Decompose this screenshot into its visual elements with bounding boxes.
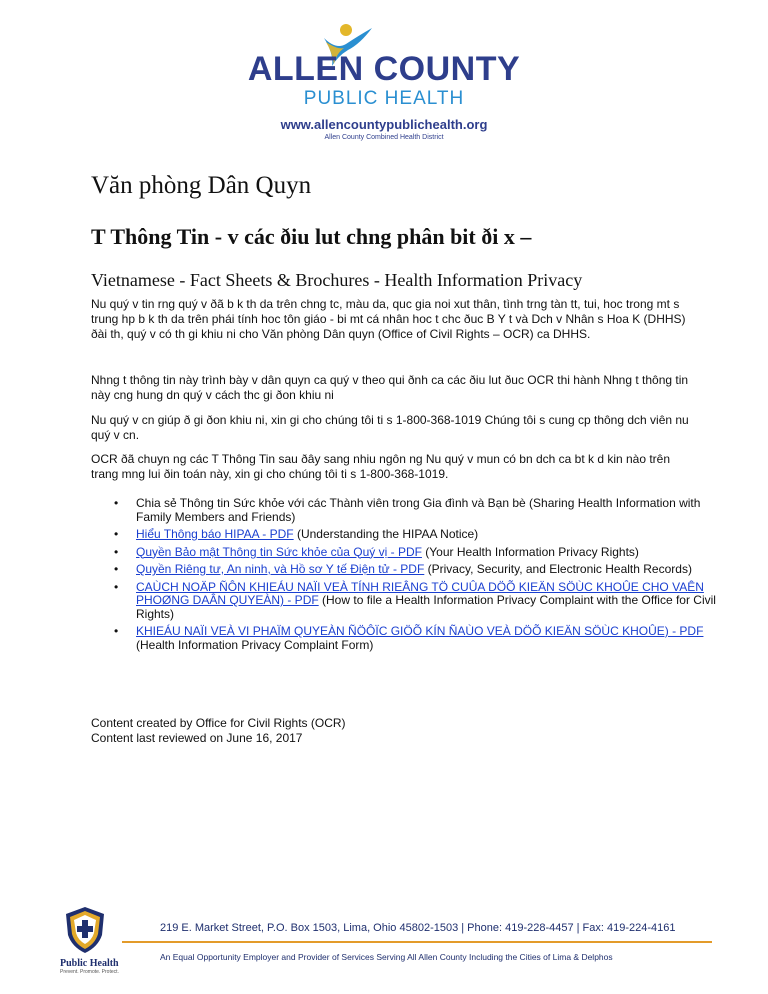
list-item: [136, 625, 736, 652]
credit-created: Content created by Office for Civil Rights (OCR): [91, 716, 346, 730]
paragraph: Nu quý v tin rng quý v ðã b k th da trên chng tc, màu da, quc gia noi xut thân, tình trng tàn tt, tui, hoc trong mt s trung hp b k th da trên phái tính hoc tôn giáo - bi mt cá nhân hoc t chc ðuc B Y t và Dch v Nhân s Hoa K (DHHS) ðài th, quý v có th gi khiu ni cho Văn phòng Dân quyn (Office of Civil Rights – OCR) ca DHHS.: [91, 297, 686, 341]
paragraph: Nu quý v cn giúp ð gi ðon khiu ni, xin gi cho chúng tôi ti s 1-800-368-1019 Chúng tôi s cung cp thông dch viên nu quý v cn.: [91, 413, 689, 442]
content-credit: [91, 716, 346, 746]
paragraph: Nhng t thông tin này trình bày v dân quyn ca quý v theo qui ðnh ca các ðiu lut ðuc OCR thi hành Nhng t thông tin này cng hung dn quý v cách thc gi ðon khiu ni: [91, 373, 689, 402]
list-item: [136, 581, 736, 622]
credit-reviewed: Content last reviewed on June 16, 2017: [91, 731, 303, 745]
footer-divider: [122, 941, 712, 943]
list-item: [136, 528, 736, 542]
item-text: (How to file a Health Information Privacy Complaint with the Office for Civil Rights): [136, 593, 716, 621]
logo-subtitle: PUBLIC HEALTH: [303, 88, 465, 109]
paragraph: OCR ðã chuyn ng các T Thông Tin sau ðây sang nhiu ngôn ng Nu quý v mun có bn dch ca bt k d kin nào trên trang mng lui ðin toán này, xin gi cho chúng tôi ti s 1-800-368-1019.: [91, 452, 671, 481]
item-text: (Health Information Privacy Complaint Form): [136, 637, 374, 652]
pdf-link[interactable]: Hiểu Thông báo HIPAA - PDF: [136, 527, 294, 541]
shield-logo-icon: [62, 905, 108, 955]
office-title: Văn phòng Dân Quyn: [91, 172, 312, 199]
pdf-link[interactable]: Quyền Riêng tư, An ninh, và Hồ sơ Y tế Điện tử - PDF: [136, 562, 425, 576]
list-item: [136, 563, 736, 577]
district-name: Allen County Combined Health District: [324, 134, 444, 141]
website-link[interactable]: www.allencountypublichealth.org: [280, 117, 488, 132]
footer-tagline: Prevent. Promote. Protect.: [60, 969, 119, 975]
footer-address: 219 E. Market Street, P.O. Box 1503, Lima, Ohio 45802-1503 | Phone: 419-228-4457 | Fax: 419-224-4161: [160, 922, 676, 934]
item-text: (Understanding the HIPAA Notice): [293, 527, 479, 541]
item-text: Chia sẻ Thông tin Sức khỏe với các Thành viên trong Gia đình và Bạn bè (Sharing Health Information with Family Members and Friends): [136, 496, 701, 524]
resource-list: [91, 497, 736, 656]
footer-brand: Public Health: [60, 958, 119, 969]
footer-eeo-statement: An Equal Opportunity Employer and Provider of Services Serving All Allen County Including the Cities of Lima & Delphos: [160, 952, 613, 962]
pdf-link[interactable]: Quyền Bảo mật Thông tin Sức khỏe của Quý vị - PDF: [136, 544, 422, 559]
list-item: [136, 546, 736, 560]
item-text: (Privacy, Security, and Electronic Health Records): [424, 562, 692, 576]
pdf-link[interactable]: KHIEÁU NAÏI VEÀ VI PHAÏM QUYEÀN ÑÖÔÏC GIÖÕ KÍN ÑAÙO VEÀ DÖÕ KIEÄN SÖÙC KHOÛE) - PDF: [136, 624, 704, 638]
pdf-link[interactable]: CAÙCH NOÄP ÑÔN KHIEÁU NAÏI VEÀ TÍNH RIEÂNG TÖ CUÛA DÖÕ KIEÄN SÖÙC KHOÛE CHO VAÊN PHOØNG DAÂN QUYEÀN) - PDF: [136, 579, 704, 607]
subheading: Vietnamese - Fact Sheets & Brochures - Health Information Privacy: [91, 270, 583, 290]
main-heading: T Thông Tin - v các ðiu lut chng phân bit ði x –: [91, 224, 532, 249]
item-text: (Your Health Information Privacy Rights): [421, 544, 639, 559]
list-item: [136, 497, 736, 524]
logo-name: ALLEN COUNTY: [247, 50, 521, 88]
